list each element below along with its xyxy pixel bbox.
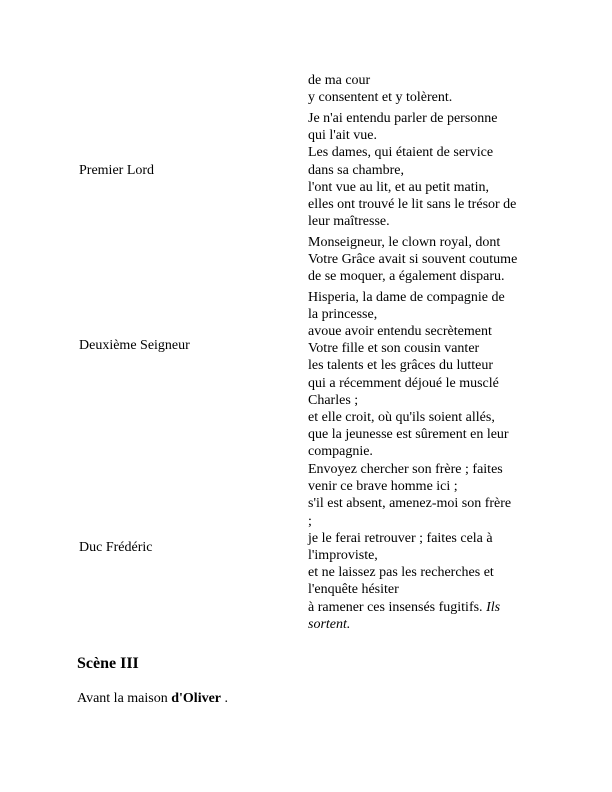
speaker-deuxieme-seigneur: Deuxième Seigneur [79,338,190,353]
speech-premier-lord [308,110,543,230]
speech-line: Hisperia, la dame de compagnie de [308,289,505,305]
speech-line: Monseigneur, le clown royal, dont [308,235,501,250]
speech-line: Les dames, qui étaient de service [308,145,494,161]
speech-line: elles ont trouvé le lit sans le trésor de [308,197,517,213]
speech-line: leur maîtresse. [308,214,390,230]
speech-line: Charles ; [308,392,359,408]
scene-setting-suffix: . [221,691,229,706]
speech-line: l'enquête hésiter [308,582,399,598]
scene-setting [77,690,228,708]
speech-line: de ma cour [308,73,371,88]
speech-line: la princesse, [308,306,378,322]
speaker-premier-lord: Premier Lord [79,163,155,178]
speech-line: venir ce brave homme ici ; [308,479,458,495]
speech-line [308,599,543,633]
scene-setting-name: d'Oliver [171,691,222,706]
speech-line: Votre fille et son cousin vanter [308,341,480,357]
scene-title: Scène III [77,655,139,672]
speaker-duc-frederic: Duc Frédéric [79,540,153,555]
speech-line: avoue avoir entendu secrètement [308,324,492,340]
speech-line: s'il est absent, amenez-moi son frère [308,496,512,512]
speech-line: l'improviste, [308,548,378,564]
speech-line: Je n'ai entendu parler de personne [308,111,498,126]
speech-line: et elle croit, où qu'ils soient allés, [308,410,495,426]
speech-paragraph [308,234,543,286]
speech-line: les talents et les grâces du lutteur [308,358,494,374]
speech-line: l'ont vue au lit, et au petit matin, [308,179,489,195]
speech-line: et ne laissez pas les recherches et [308,565,494,581]
speech-line: de se moquer, a également disparu. [308,269,505,285]
speech-continuation [308,72,543,106]
speech-duc-frederic [308,461,543,633]
stage-direction: Ils sortent. [308,599,501,632]
speech-line: je le ferai retrouver ; faites cela à [308,530,493,546]
speech-line: que la jeunesse est sûrement en leur [308,427,509,443]
speech-line: qui l'ait vue. [308,128,378,144]
speech-line: compagnie. [308,444,373,460]
speech-line-text: à ramener ces insensés fugitifs. [308,599,483,615]
speech-line: qui a récemment déjoué le musclé [308,375,499,391]
speech-line: Votre Grâce avait si souvent coutume [308,252,518,268]
scene-setting-prefix: Avant la maison [77,691,172,706]
speech-line: ; [308,513,312,529]
speech-line: y consentent et y tolèrent. [308,90,453,106]
speech-line: Envoyez chercher son frère ; faites [308,462,503,477]
speech-deuxieme-seigneur [308,234,543,461]
speech-line: dans sa chambre, [308,162,405,178]
